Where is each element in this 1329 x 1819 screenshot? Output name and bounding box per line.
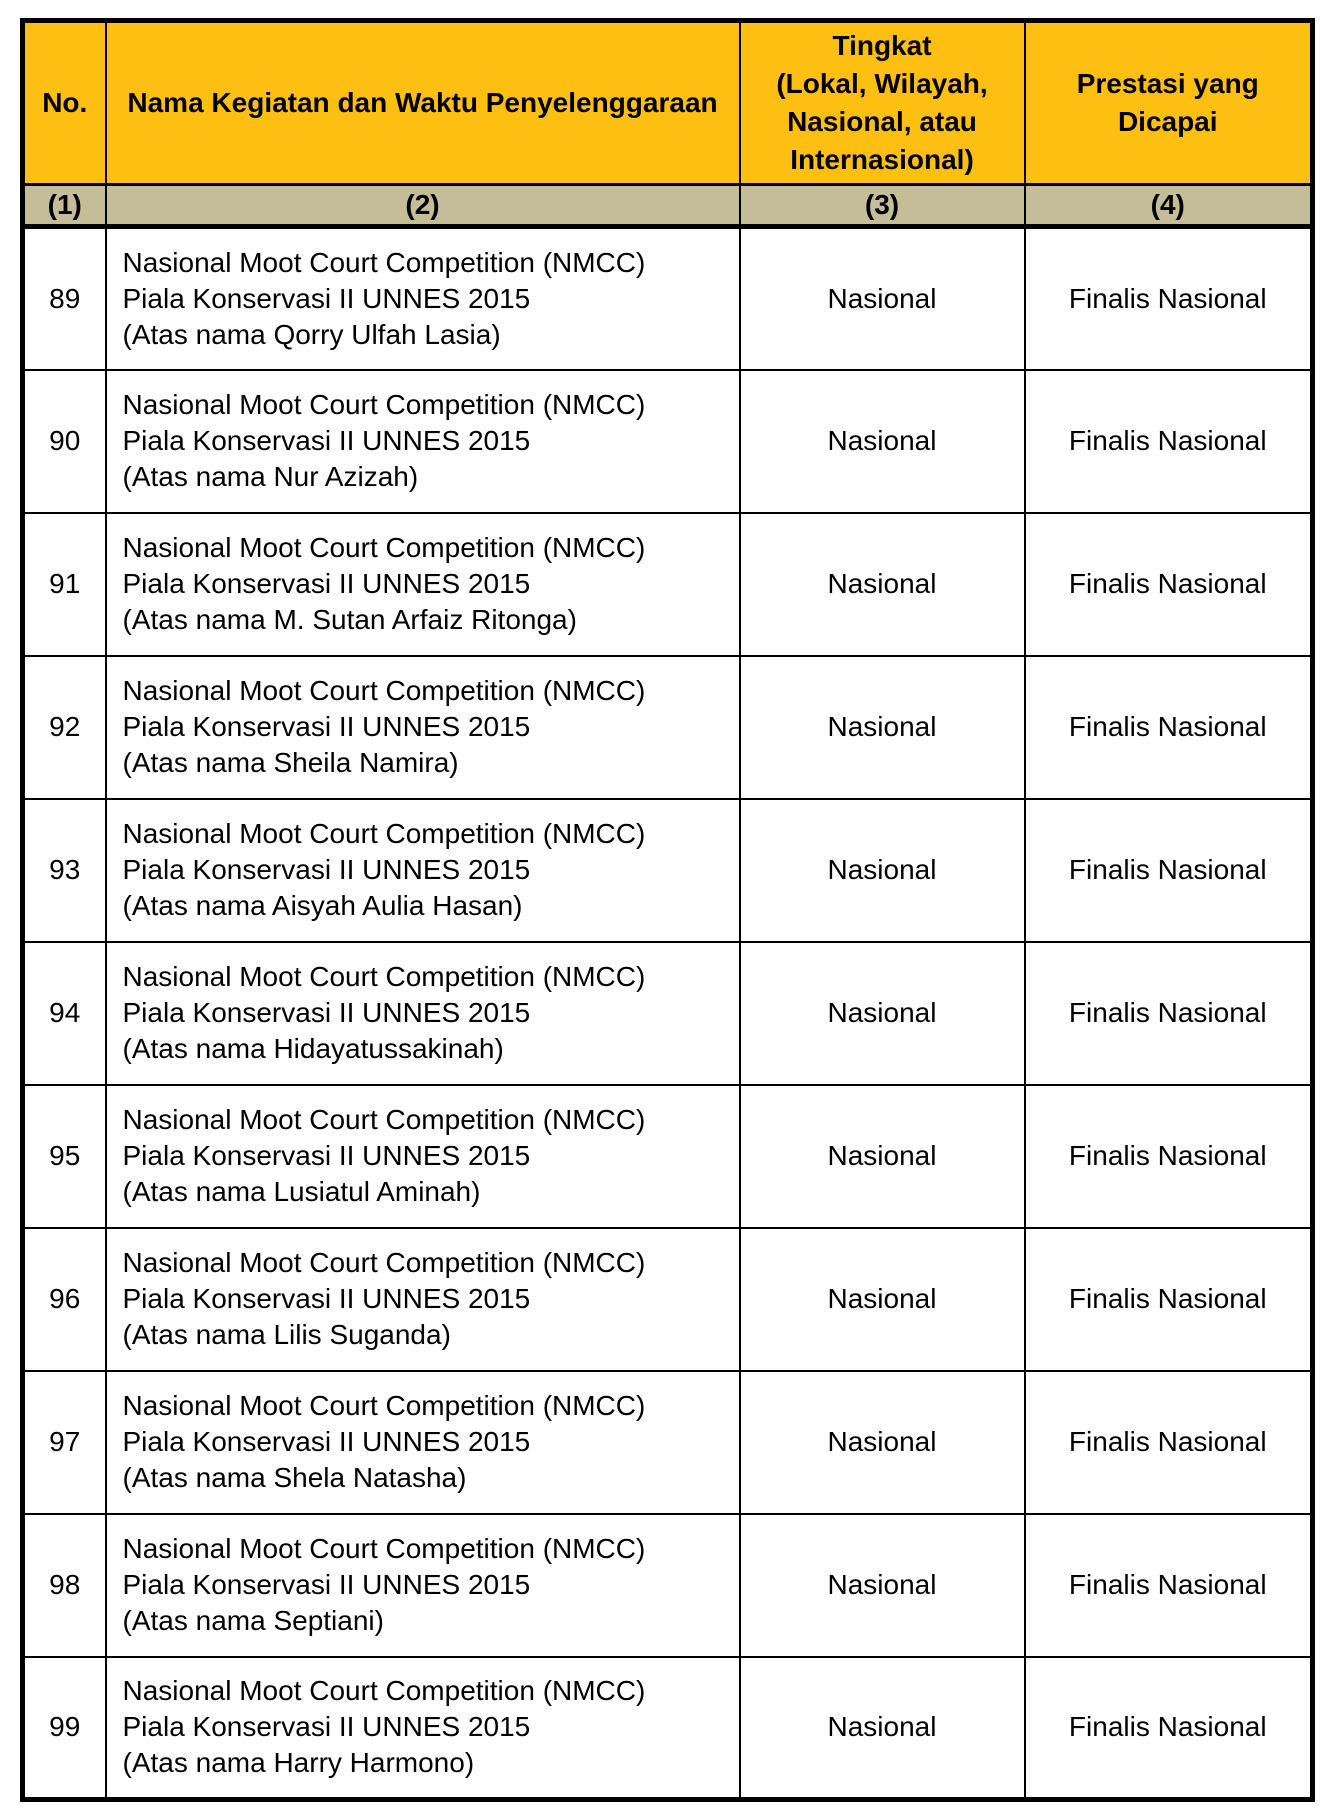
- prestasi-cell: Finalis Nasional: [1025, 799, 1313, 942]
- kegiatan-line: Piala Konservasi II UNNES 2015: [122, 711, 531, 742]
- row-number-cell: 92: [23, 656, 106, 799]
- kegiatan-line: Piala Konservasi II UNNES 2015: [122, 425, 531, 456]
- prestasi-cell: Finalis Nasional: [1025, 942, 1313, 1085]
- kegiatan-line: (Atas nama M. Sutan Arfaiz Ritonga): [122, 604, 577, 635]
- prestasi-cell: Finalis Nasional: [1025, 1228, 1313, 1371]
- row-number-cell: 93: [23, 799, 106, 942]
- kegiatan-line: Piala Konservasi II UNNES 2015: [122, 854, 531, 885]
- kegiatan-line: Piala Konservasi II UNNES 2015: [122, 1569, 531, 1600]
- kegiatan-line: (Atas nama Qorry Ulfah Lasia): [122, 318, 501, 350]
- header-col-prestasi-label: Prestasi yang Dicapai: [1076, 68, 1259, 137]
- tingkat-cell: Nasional: [740, 227, 1025, 370]
- row-number-cell: 97: [23, 1371, 106, 1514]
- kegiatan-line: (Atas nama Lilis Suganda): [122, 1319, 451, 1350]
- kegiatan-cell: [106, 1228, 740, 1371]
- kegiatan-line: (Atas nama Lusiatul Aminah): [122, 1176, 481, 1207]
- kegiatan-cell: [106, 799, 740, 942]
- kegiatan-line: Piala Konservasi II UNNES 2015: [122, 997, 531, 1028]
- kegiatan-line: Piala Konservasi II UNNES 2015: [122, 1426, 531, 1457]
- subheader-col-2: (2): [106, 185, 740, 227]
- table-row: [23, 656, 1313, 799]
- kegiatan-line: Nasional Moot Court Competition (NMCC): [122, 1390, 646, 1421]
- table-body: [23, 227, 1313, 1800]
- kegiatan-cell: [106, 1085, 740, 1228]
- table-row: [23, 799, 1313, 942]
- tingkat-cell: Nasional: [740, 1371, 1025, 1514]
- kegiatan-line: Piala Konservasi II UNNES 2015: [122, 282, 531, 314]
- kegiatan-line: Nasional Moot Court Competition (NMCC): [122, 1247, 646, 1278]
- kegiatan-line: Nasional Moot Court Competition (NMCC): [122, 246, 646, 278]
- table-row: [23, 1657, 1313, 1800]
- kegiatan-cell: [106, 370, 740, 513]
- prestasi-cell: Finalis Nasional: [1025, 513, 1313, 656]
- row-number-cell: 89: [23, 227, 106, 370]
- kegiatan-line: Piala Konservasi II UNNES 2015: [122, 1711, 531, 1743]
- table-row: [23, 1085, 1313, 1228]
- kegiatan-cell: [106, 1657, 740, 1800]
- kegiatan-line: Nasional Moot Court Competition (NMCC): [122, 1104, 646, 1135]
- kegiatan-cell: [106, 942, 740, 1085]
- row-number-cell: 96: [23, 1228, 106, 1371]
- table-row: [23, 1228, 1313, 1371]
- kegiatan-line: Piala Konservasi II UNNES 2015: [122, 1140, 531, 1171]
- kegiatan-line: Nasional Moot Court Competition (NMCC): [122, 1533, 646, 1564]
- kegiatan-line: Piala Konservasi II UNNES 2015: [122, 1283, 531, 1314]
- header-col-tingkat: [740, 21, 1025, 185]
- kegiatan-line: Nasional Moot Court Competition (NMCC): [122, 389, 646, 420]
- tingkat-cell: Nasional: [740, 370, 1025, 513]
- header-col-prestasi: [1025, 21, 1313, 185]
- achievements-table: [20, 18, 1315, 1802]
- kegiatan-line: Nasional Moot Court Competition (NMCC): [122, 1675, 646, 1707]
- subheader-col-1: (1): [23, 185, 106, 227]
- table-row: [23, 513, 1313, 656]
- kegiatan-line: (Atas nama Sheila Namira): [122, 747, 459, 778]
- header-col-kegiatan-label: Nama Kegiatan dan Waktu Penyelenggaraan: [127, 87, 718, 118]
- kegiatan-line: (Atas nama Septiani): [122, 1605, 384, 1636]
- kegiatan-cell: [106, 1371, 740, 1514]
- prestasi-cell: Finalis Nasional: [1025, 1371, 1313, 1514]
- row-number-cell: 98: [23, 1514, 106, 1657]
- table-row: [23, 227, 1313, 370]
- kegiatan-line: Nasional Moot Court Competition (NMCC): [122, 675, 646, 706]
- prestasi-cell: Finalis Nasional: [1025, 656, 1313, 799]
- kegiatan-cell: [106, 227, 740, 370]
- kegiatan-line: (Atas nama Hidayatussakinah): [122, 1033, 504, 1064]
- kegiatan-cell: [106, 656, 740, 799]
- tingkat-cell: Nasional: [740, 656, 1025, 799]
- header-col-kegiatan: [106, 21, 740, 185]
- prestasi-cell: Finalis Nasional: [1025, 370, 1313, 513]
- header-col-tingkat-line1: Tingkat: [832, 30, 932, 61]
- tingkat-cell: Nasional: [740, 1657, 1025, 1800]
- tingkat-cell: Nasional: [740, 942, 1025, 1085]
- table-row: [23, 1371, 1313, 1514]
- prestasi-cell: Finalis Nasional: [1025, 1657, 1313, 1800]
- table-header-row: [23, 21, 1313, 185]
- kegiatan-cell: [106, 513, 740, 656]
- kegiatan-line: Nasional Moot Court Competition (NMCC): [122, 961, 646, 992]
- table-row: [23, 370, 1313, 513]
- kegiatan-line: Nasional Moot Court Competition (NMCC): [122, 818, 646, 849]
- table-row: [23, 942, 1313, 1085]
- tingkat-cell: Nasional: [740, 799, 1025, 942]
- subheader-col-3: (3): [740, 185, 1025, 227]
- table-row: [23, 1514, 1313, 1657]
- kegiatan-line: (Atas nama Aisyah Aulia Hasan): [122, 890, 523, 921]
- row-number-cell: 95: [23, 1085, 106, 1228]
- tingkat-cell: Nasional: [740, 1228, 1025, 1371]
- row-number-cell: 99: [23, 1657, 106, 1800]
- table-subheader-row: [23, 185, 1313, 227]
- tingkat-cell: Nasional: [740, 1085, 1025, 1228]
- prestasi-cell: Finalis Nasional: [1025, 227, 1313, 370]
- tingkat-cell: Nasional: [740, 1514, 1025, 1657]
- kegiatan-line: Piala Konservasi II UNNES 2015: [122, 568, 531, 599]
- subheader-col-4: (4): [1025, 185, 1313, 227]
- kegiatan-line: (Atas nama Shela Natasha): [122, 1462, 467, 1493]
- prestasi-cell: Finalis Nasional: [1025, 1085, 1313, 1228]
- kegiatan-line: (Atas nama Nur Azizah): [122, 461, 419, 492]
- row-number-cell: 94: [23, 942, 106, 1085]
- kegiatan-line: (Atas nama Harry Harmono): [122, 1747, 475, 1779]
- tingkat-cell: Nasional: [740, 513, 1025, 656]
- header-col-no: [23, 21, 106, 185]
- kegiatan-cell: [106, 1514, 740, 1657]
- row-number-cell: 91: [23, 513, 106, 656]
- prestasi-cell: Finalis Nasional: [1025, 1514, 1313, 1657]
- header-col-no-label: No.: [42, 87, 88, 118]
- header-col-tingkat-line2: (Lokal, Wilayah, Nasional, atau Internasional): [776, 68, 988, 175]
- kegiatan-line: Nasional Moot Court Competition (NMCC): [122, 532, 646, 563]
- row-number-cell: 90: [23, 370, 106, 513]
